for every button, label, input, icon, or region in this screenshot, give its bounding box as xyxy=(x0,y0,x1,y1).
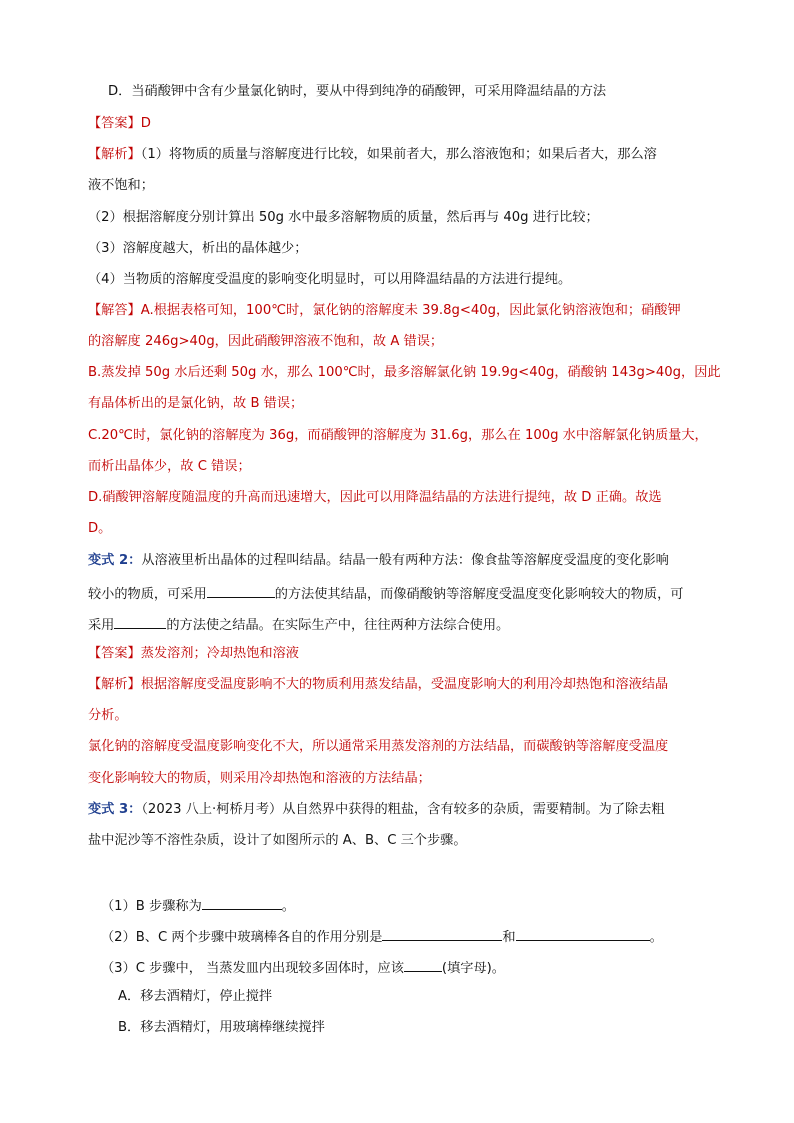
q3-sub-text: (填字母)。 xyxy=(441,961,505,976)
solution-text: A.根据表格可知，100℃时，氯化钠的溶解度未 39.8g<40g，因此氯化钠溶液饱和；硝酸钾 xyxy=(140,303,681,318)
fill-blank[interactable] xyxy=(207,583,275,598)
analysis-text: （1）将物质的质量与溶解度进行比较，如果前者大，那么溶液饱和；如果后者大，那么溶 xyxy=(140,147,657,162)
q1-solution-line-3: B.蒸发掉 50g 水后还剩 50g 水，那么 100℃时，最多溶解氯化钠 19.9g<40g，硝酸钠 143g>40g，因此 xyxy=(88,365,721,380)
q2-label: 变式 2： xyxy=(88,553,142,568)
q2-answer-line xyxy=(88,645,299,663)
q1-analysis-line-5: （4）当物质的溶解度受温度的影响变化明显时，可以用降温结晶的方法进行提纯。 xyxy=(88,272,572,287)
analysis-tag: 【解析】 xyxy=(88,147,141,162)
q1-analysis-line-4: （3）溶解度越大，析出的晶体越少； xyxy=(88,241,308,256)
q1-analysis-line-2: 液不饱和； xyxy=(88,178,154,193)
q1-solution-line-2: 的溶解度 246g>40g，因此硝酸钾溶液不饱和，故 A 错误； xyxy=(88,334,444,349)
q2-stem-line-1 xyxy=(88,552,669,570)
q2-stem-line-3 xyxy=(88,614,509,635)
answer-value: D xyxy=(140,116,151,131)
q1-solution-line-1 xyxy=(88,302,681,320)
analysis-text: 根据溶解度受温度影响不大的物质利用蒸发结晶，受温度影响大的利用冷却热饱和溶液结晶 xyxy=(140,677,669,692)
q1-solution-line-5: C.20℃时，氯化钠的溶解度为 36g，而硝酸钾的溶解度为 31.6g，那么在 100g 水中溶解氯化钠质量大， xyxy=(88,428,708,443)
analysis-tag: 【解析】 xyxy=(88,677,141,692)
q2-text: 的方法使之结晶。在实际生产中，往往两种方法综合使用。 xyxy=(166,618,510,633)
q3-sub-text: 。 xyxy=(281,899,295,914)
q3-sub-text: 和 xyxy=(502,930,516,945)
q1-solution-line-4: 有晶体析出的是氯化钠，故 B 错误； xyxy=(88,396,304,411)
q2-analysis-line-2: 分析。 xyxy=(88,708,128,723)
answer-tag: 【答案】 xyxy=(88,646,141,661)
q2-analysis-line-1 xyxy=(88,676,668,694)
fill-blank[interactable] xyxy=(516,926,650,941)
q3-sub-3 xyxy=(101,957,505,978)
q2-text: 从溶液里析出晶体的过程叫结晶。结晶一般有两种方法：像食盐等溶解度受温度的变化影响 xyxy=(141,553,669,568)
q2-stem-line-2 xyxy=(88,583,684,604)
q3-sub-1 xyxy=(101,895,295,916)
q2-text: 较小的物质，可采用 xyxy=(88,587,207,602)
q1-analysis-line-1 xyxy=(88,146,657,164)
fill-blank[interactable] xyxy=(382,926,502,941)
answer-tag: 【答案】 xyxy=(88,116,141,131)
solution-tag: 【解答】 xyxy=(88,303,141,318)
q2-text: 的方法使其结晶，而像硝酸钠等溶解度受温度变化影响较大的物质，可 xyxy=(274,587,684,602)
q1-solution-line-6: 而析出晶体少，故 C 错误； xyxy=(88,459,251,474)
q3-option-b: B．移去酒精灯，用玻璃棒继续搅拌 xyxy=(118,1020,325,1035)
q3-option-a: A．移去酒精灯，停止搅拌 xyxy=(118,989,273,1004)
fill-blank[interactable] xyxy=(202,895,282,910)
option-d-line: D．当硝酸钾中含有少量氯化钠时，要从中得到纯净的硝酸钾，可采用降温结晶的方法 xyxy=(108,84,607,99)
q2-text: 采用 xyxy=(88,618,115,633)
q3-text: （2023 八上·柯桥月考）从自然界中获得的粗盐，含有较多的杂质，需要精制。为了除去粗 xyxy=(141,802,665,817)
fill-blank[interactable] xyxy=(404,957,442,972)
q1-analysis-line-3: （2）根据溶解度分别计算出 50g 水中最多溶解物质的质量，然后再与 40g 进行比较； xyxy=(88,210,599,225)
q2-analysis-line-4: 变化影响较大的物质，则采用冷却热饱和溶液的方法结晶； xyxy=(88,771,431,786)
q1-solution-line-7: D.硝酸钾溶解度随温度的升高而迅速增大，因此可以用降温结晶的方法进行提纯，故 D 正确。故选 xyxy=(88,490,662,505)
answer-value: 蒸发溶剂；冷却热饱和溶液 xyxy=(140,646,299,661)
q3-stem-line-1 xyxy=(88,801,665,819)
q3-sub-text: 。 xyxy=(649,930,663,945)
q3-sub-text: （3）C 步骤中， 当蒸发皿内出现较多固体时，应该 xyxy=(101,961,404,976)
q3-label: 变式 3： xyxy=(88,802,142,817)
fill-blank[interactable] xyxy=(114,614,166,629)
q3-stem-line-2: 盐中泥沙等不溶性杂质，设计了如图所示的 A、B、C 三个步骤。 xyxy=(88,833,467,848)
q3-sub-text: （2）B、C 两个步骤中玻璃棒各自的作用分别是 xyxy=(101,930,383,945)
q1-solution-line-8: D。 xyxy=(88,521,112,536)
q2-analysis-line-3: 氯化钠的溶解度受温度影响变化不大，所以通常采用蒸发溶剂的方法结晶，而碳酸钠等溶解度受温度 xyxy=(88,739,669,754)
q3-sub-text: （1）B 步骤称为 xyxy=(101,899,202,914)
q1-answer-line xyxy=(88,115,151,133)
q3-sub-2 xyxy=(101,926,663,947)
